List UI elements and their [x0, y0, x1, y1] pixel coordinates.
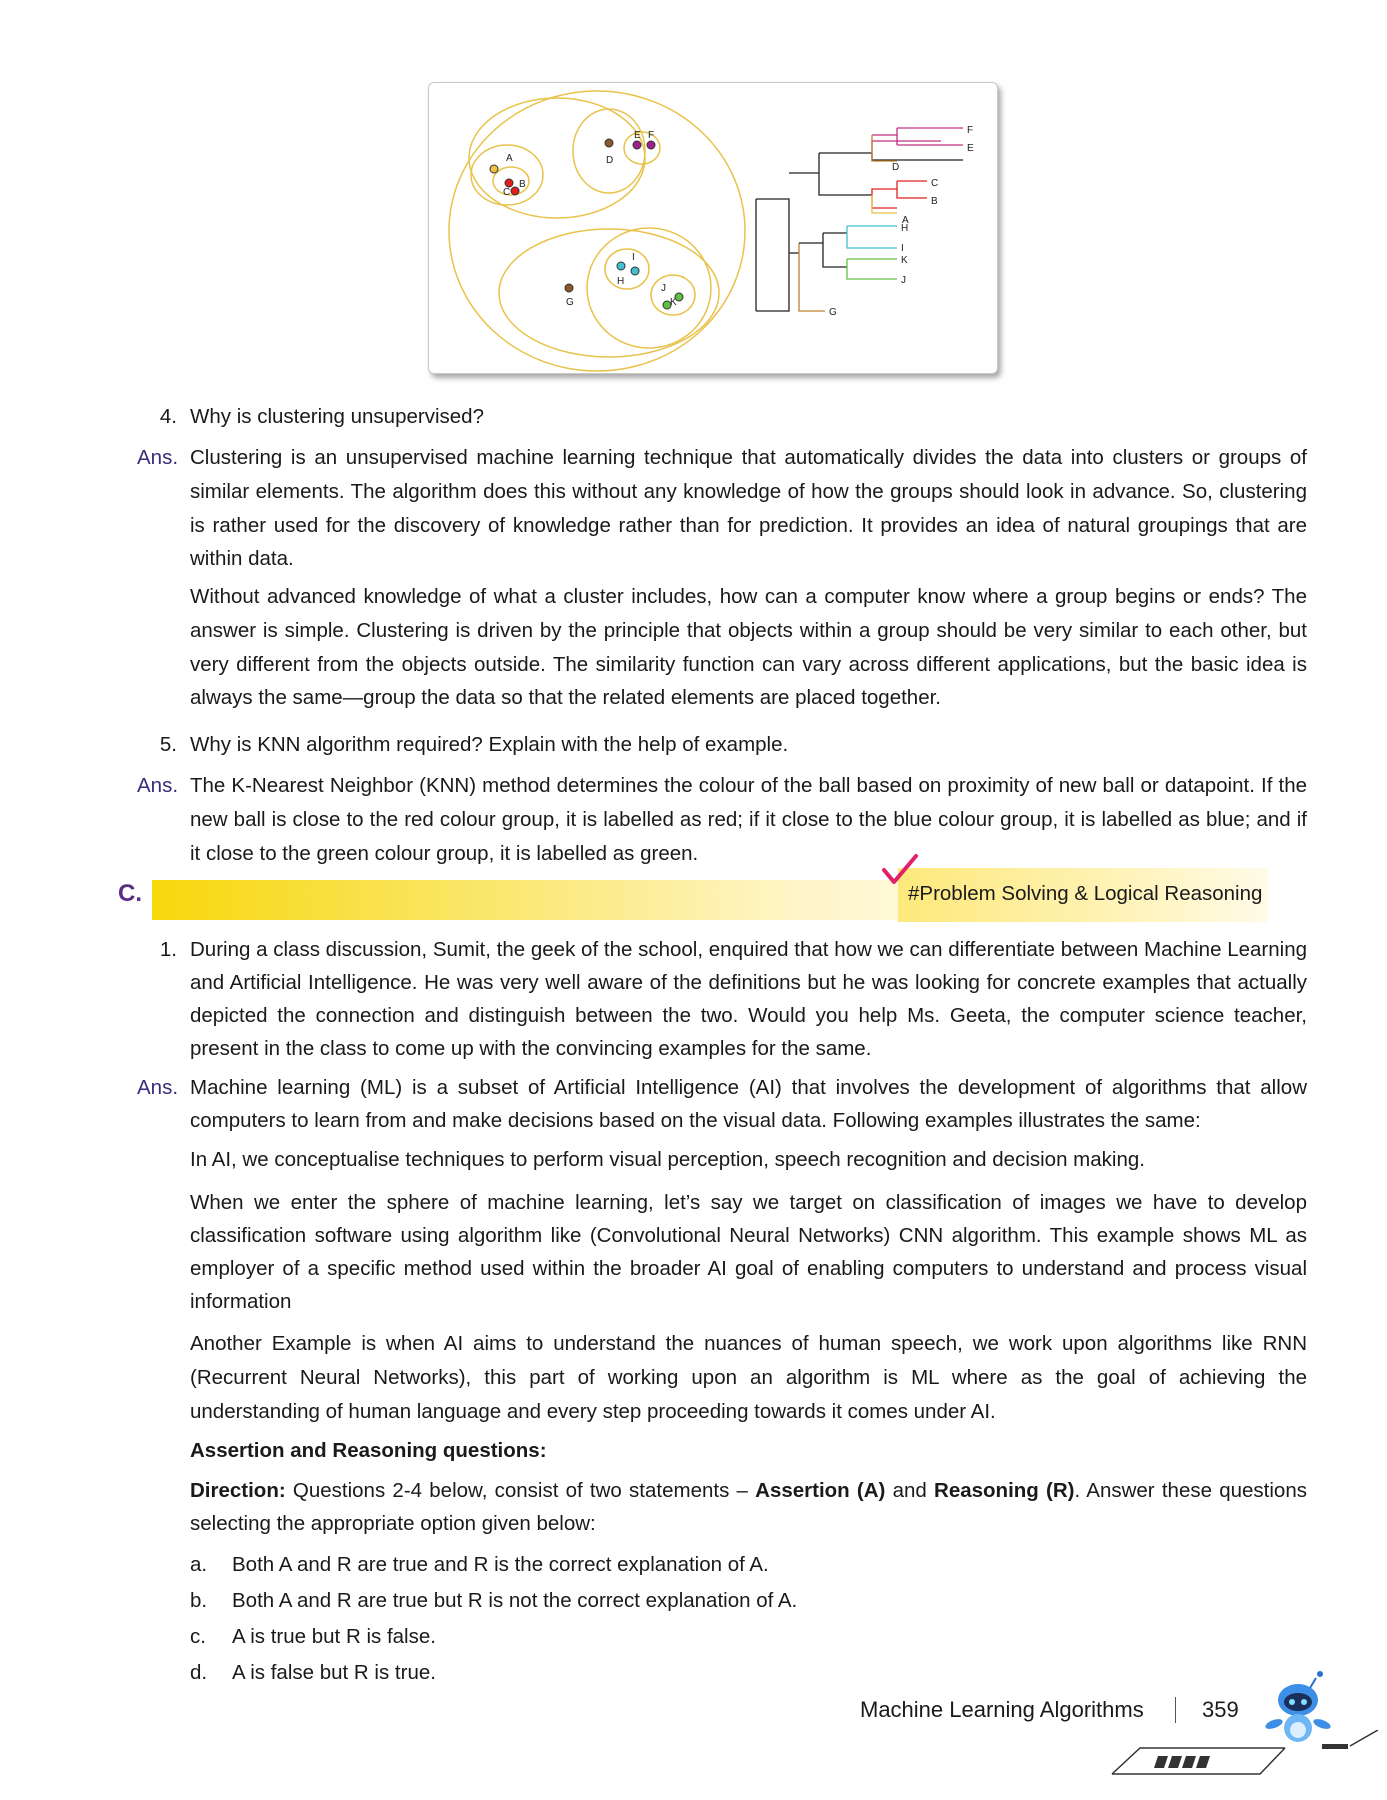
label-g: G — [566, 297, 574, 308]
cluster-hi — [605, 249, 649, 289]
c1-answer-p3: When we enter the sphere of machine learning, let’s say we target on classification of images we have to develop classification software using algorithm like (Convolutional Neural Networks) CNN algorithm. This example shows ML as employer of a specific method used within the broader AI goal of enabling computers to understand and process visual information — [190, 1191, 1307, 1313]
option-a-text: Both A and R are true and R is the correct explanation of A. — [232, 1553, 769, 1576]
c1-number: 1. — [159, 938, 177, 961]
direction-text-2: and — [885, 1479, 935, 1502]
point-i — [631, 267, 639, 275]
cluster-def — [573, 109, 645, 193]
section-c-label: C. — [118, 880, 142, 907]
option-b-text: Both A and R are true but R is not the correct explanation of A. — [232, 1589, 798, 1612]
option-d-text: A is false but R is true. — [232, 1661, 436, 1684]
section-c-tag: #Problem Solving & Logical Reasoning — [908, 882, 1263, 905]
clustering-figure — [428, 82, 998, 374]
point-f — [647, 141, 655, 149]
label-a: A — [506, 153, 513, 164]
dendro-label-d: D — [892, 162, 900, 173]
q5-ans-label: Ans. — [137, 774, 179, 797]
q4-number: 4. — [159, 405, 177, 428]
c1-answer-p1: Machine learning (ML) is a subset of Artificial Intelligence (AI) that involves the development of algorithms that allow computers to learn from and make decisions based on the visual data. Following examples illustrates the same: — [190, 1076, 1307, 1132]
c1-answer-p4: Another Example is when AI aims to understand the nuances of human speech, we work upon algorithms like RNN (Recurrent Neural Networks), this part of working upon an algorithm is ML where as the goal of achieving the understanding of human language and every step proceeding towards it comes under AI. — [190, 1332, 1307, 1423]
q4-answer-p1: Clustering is an unsupervised machine learning technique that automatically divides the data into clusters or groups of similar elements. The algorithm does this without any knowledge of how the groups should look in advance. So, clustering is rather used for the discovery of knowledge rather than for prediction. It provides an idea of natural groupings that are within data. — [190, 446, 1307, 571]
q5-number: 5. — [159, 733, 177, 756]
assertion-direction — [190, 1474, 1307, 1540]
dendro-label-c: C — [931, 178, 939, 189]
label-i: I — [632, 252, 635, 263]
option-d-letter: d. — [190, 1661, 208, 1684]
option-c-letter: c. — [190, 1625, 206, 1648]
dendro-label-a: A — [902, 215, 909, 226]
label-f: F — [648, 130, 655, 141]
q4-ans-label: Ans. — [137, 446, 179, 469]
dendro-label-k: K — [901, 255, 908, 266]
c1-ans-label: Ans. — [137, 1076, 179, 1099]
dendro-label-f: F — [967, 125, 974, 136]
dendro-label-b: B — [931, 196, 938, 207]
c1-answer-p2: In AI, we conceptualise techniques to perform visual perception, speech recognition and decision making. — [190, 1148, 1145, 1171]
dendro-label-g: G — [829, 307, 837, 318]
direction-text-3: . Answer these questions selecting the appropriate option given below: — [190, 1479, 1307, 1535]
dendro-label-h: H — [901, 223, 909, 234]
point-a — [490, 165, 498, 173]
label-d: D — [606, 155, 614, 166]
cluster-jk — [651, 275, 695, 315]
point-d — [605, 139, 613, 147]
assertion-heading: Assertion and Reasoning questions: — [190, 1439, 547, 1462]
direction-text-1: Questions 2-4 below, consist of two statements – — [285, 1479, 756, 1502]
label-j: J — [661, 283, 666, 294]
point-e — [633, 141, 641, 149]
assertion-bold: Assertion (A) — [755, 1479, 886, 1502]
point-g — [565, 284, 573, 292]
cluster-bottom — [499, 229, 719, 357]
clustering-diagram — [429, 83, 997, 373]
option-b-letter: b. — [190, 1589, 208, 1612]
point-h — [617, 262, 625, 270]
direction-label: Direction: — [190, 1479, 286, 1502]
dendro-label-j: J — [901, 275, 906, 286]
option-a-letter: a. — [190, 1553, 208, 1576]
page-number: 359 — [1202, 1697, 1239, 1722]
option-c-text: A is true but R is false. — [232, 1625, 436, 1648]
cluster-top — [469, 98, 645, 218]
reasoning-bold: Reasoning (R) — [934, 1479, 1075, 1502]
cluster-hijk — [587, 228, 711, 348]
q4-question: Why is clustering unsupervised? — [190, 405, 484, 428]
dendro-label-e: E — [967, 143, 974, 154]
footer-title: Machine Learning Algorithms — [860, 1697, 1144, 1722]
footer-separator — [1175, 1697, 1176, 1723]
point-b — [505, 179, 513, 187]
c1-question: During a class discussion, Sumit, the geek of the school, enquired that how we can differentiate between Machine Learning and Artificial Intelligence. He was very well aware of the definitions but he was looking for concrete examples that actually depicted the connection and distinguish between the two. Would you help Ms. Geeta, the computer science teacher, present in the class to come up with the convincing examples for the same. — [190, 938, 1307, 1060]
dendro-label-i: I — [901, 243, 904, 254]
q5-question: Why is KNN algorithm required? Explain with the help of example. — [190, 733, 789, 756]
label-h: H — [617, 276, 625, 287]
q5-answer-p1: The K-Nearest Neighbor (KNN) method determines the colour of the ball based on proximity of new ball or datapoint. If the new ball is close to the red colour group, it is labelled as red; if it close to the blue colour group, it is labelled as blue; and if it close to the green colour group, it is labelled as green. — [190, 774, 1307, 865]
label-b: B — [519, 179, 526, 190]
q4-answer-p2: Without advanced knowledge of what a cluster includes, how can a computer know where a group begins or ends? The answer is simple. Clustering is driven by the principle that objects within a group should be very similar to each other, but very different from the objects outside. The similarity function can vary across different applications, but the basic idea is always the same—group the data so that the related elements are placed together. — [190, 585, 1307, 710]
label-c: C — [503, 187, 511, 198]
label-k: K — [670, 297, 677, 308]
cluster-ef — [624, 132, 660, 164]
point-c — [511, 187, 519, 195]
footer-decoration — [1110, 1730, 1380, 1780]
label-e: E — [634, 130, 641, 141]
